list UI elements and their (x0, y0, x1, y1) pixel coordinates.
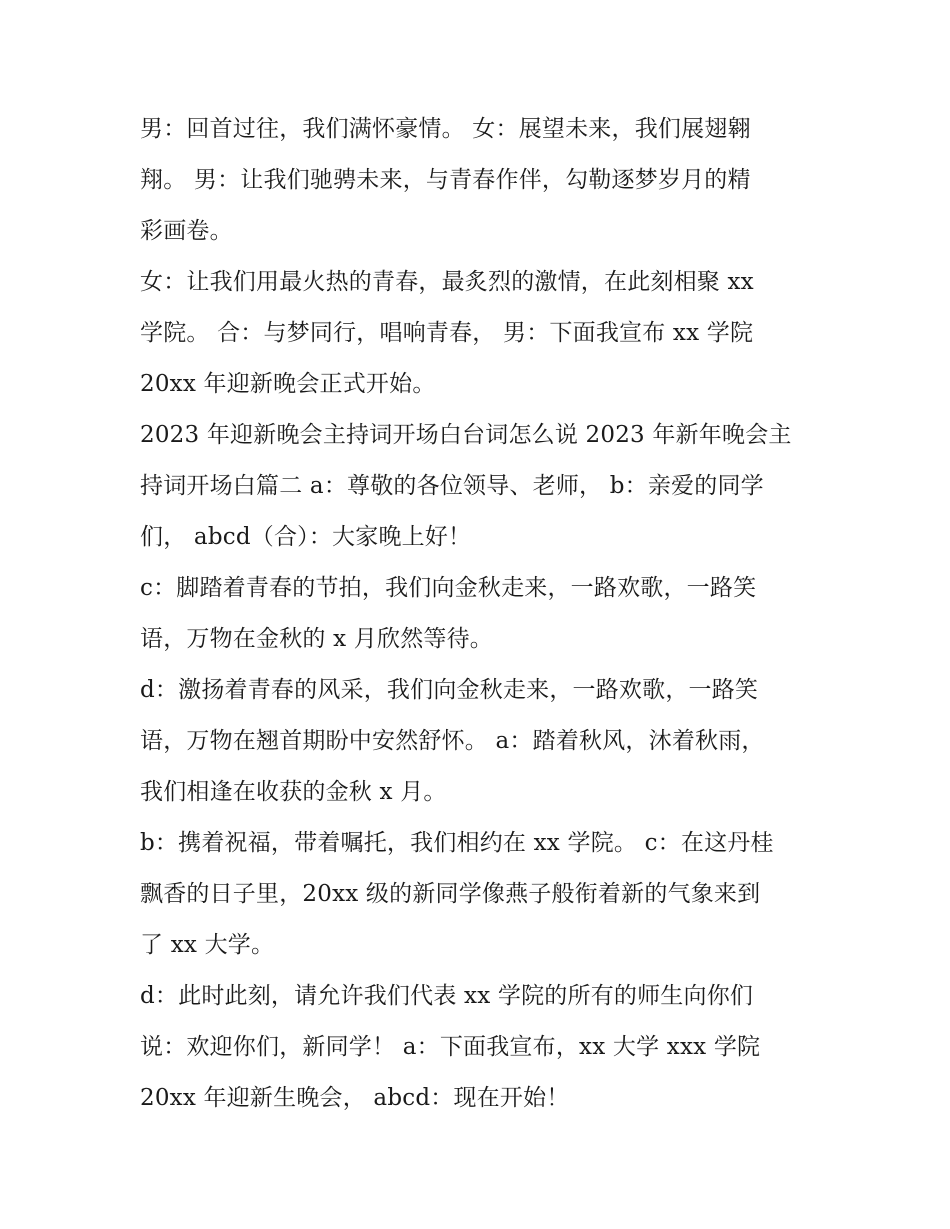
text-line: 语，万物在金秋的 x 月欣然等待。 (140, 626, 493, 652)
text-line: 彩画卷。 (140, 218, 233, 244)
text-line: 持词开场白篇二 a：尊敬的各位领导、老师， b：亲爱的同学 (140, 473, 764, 499)
text-line: 女：让我们用最火热的青春，最炙烈的激情，在此刻相聚 xx (140, 269, 754, 295)
text-line: 我们相逢在收获的金秋 x 月。 (140, 779, 447, 805)
text-line: 说：欢迎你们，新同学！ a：下面我宣布，xx 大学 xxx 学院 (140, 1034, 761, 1060)
text-line: 们， abcd（合）：大家晚上好！ (140, 524, 472, 550)
text-line: b：携着祝福，带着嘱托，我们相约在 xx 学院。 c：在这丹桂 (140, 830, 774, 856)
text-line: 了 xx 大学。 (140, 932, 275, 958)
text-line: d：激扬着青春的风采，我们向金秋走来，一路欢歌，一路笑 (140, 677, 759, 703)
text-line: 20xx 年迎新生晚会， abcd：现在开始！ (140, 1085, 570, 1111)
text-line: d：此时此刻，请允许我们代表 xx 学院的所有的师生向你们 (140, 983, 754, 1009)
text-line: 2023 年迎新晚会主持词开场白台词怎么说 2023 年新年晚会主 (140, 422, 792, 448)
text-line: 语，万物在翘首期盼中安然舒怀。 a：踏着秋风，沐着秋雨， (140, 728, 765, 754)
text-line: c：脚踏着青春的节拍，我们向金秋走来，一路欢歌，一路笑 (140, 575, 757, 601)
text-line: 20xx 年迎新晚会正式开始。 (140, 371, 436, 397)
text-line: 飘香的日子里，20xx 级的新同学像燕子般衔着新的气象来到 (140, 881, 761, 907)
document-body (140, 104, 812, 1124)
text-line: 男：回首过往，我们满怀豪情。 女：展望未来，我们展翅翱 (140, 116, 751, 142)
text-line: 翔。 男：让我们驰骋未来，与青春作伴，勾勒逐梦岁月的精 (140, 167, 751, 193)
text-line: 学院。 合：与梦同行，唱响青春， 男：下面我宣布 xx 学院 (140, 320, 754, 346)
